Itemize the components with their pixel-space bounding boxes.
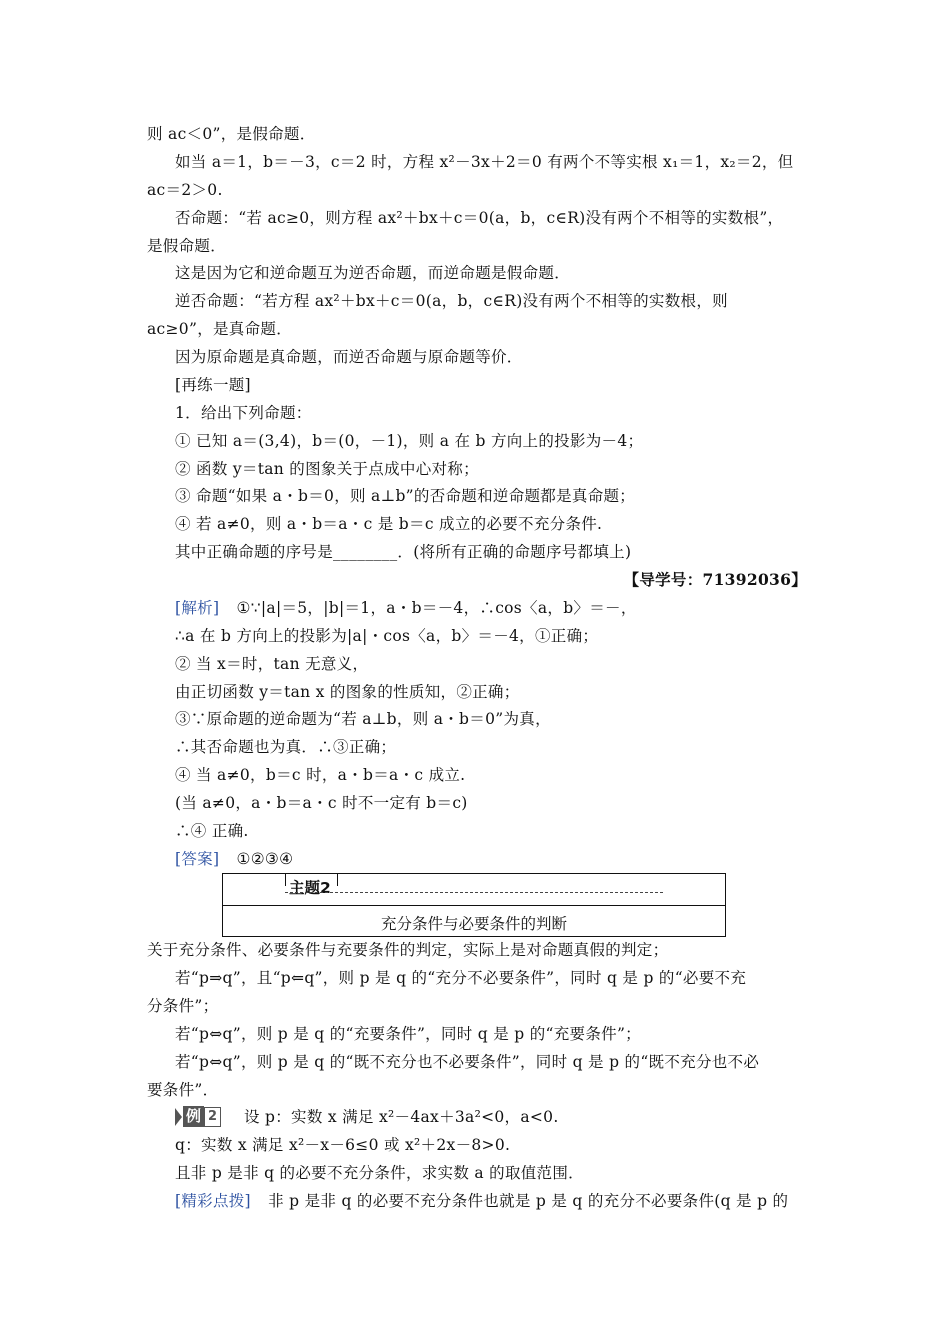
- topic-box: [222, 873, 726, 937]
- analysis-line: ③∵原命题的逆命题为“若 a⊥b，则 a・b＝0”为真，: [175, 710, 551, 728]
- text-line: 这是因为它和逆命题互为逆否命题，而逆命题是假命题．: [175, 264, 571, 282]
- answer-line: [175, 849, 293, 869]
- topic-divider: [223, 905, 725, 906]
- proposition-item: ① 已知 a＝(3,4)，b＝(0，－1)，则 a 在 b 方向上的投影为－4；: [175, 432, 644, 450]
- topic-subtitle: 充分条件与必要条件的判断: [380, 915, 567, 933]
- topic-dash-line: [285, 892, 663, 893]
- proposition-item: ② 函数 y＝tan 的图象关于点成中心对称；: [175, 460, 479, 478]
- analysis-line: ② 当 x＝时，tan 无意义，: [175, 655, 369, 673]
- analysis-line-1: [解析] ①∵|a|＝5，|b|＝1，a・b＝－4，∴cos〈a，b〉＝－，: [175, 599, 637, 617]
- topic-text-line: 关于充分条件、必要条件与充要条件的判定，实际上是对命题真假的判定；: [147, 941, 669, 959]
- analysis-line: 由正切函数 y＝tan x 的图象的性质知，②正确；: [175, 683, 520, 701]
- topic-text-line: 若“p⇔q”，则 p 是 q 的“既不充分也不必要条件”，同时 q 是 p 的“既不充分也不必: [175, 1053, 760, 1071]
- example-text: 设 p：实数 x 满足 x²－4ax＋3a²<0，a<0.: [244, 1108, 559, 1126]
- text-line: 逆否命题：“若方程 ax²＋bx＋c＝0(a，b，c∈R)没有两个不相等的实数根，则: [175, 292, 728, 310]
- section-heading: [再练一题]: [175, 376, 251, 394]
- analysis-label: [解析]: [175, 599, 220, 617]
- analysis-line: ∴其否命题也为真．∴③正确；: [175, 738, 397, 756]
- analysis-line: (当 a≠0，a・b＝a・c 时不一定有 b＝c): [175, 794, 468, 812]
- analysis-line: ∴a 在 b 方向上的投影为|a|・cos〈a，b〉＝－4，①正确；: [175, 627, 599, 645]
- arrow-icon: [175, 1108, 182, 1126]
- topic-text-line: 分条件”；: [147, 997, 219, 1015]
- example-word: 例: [183, 1106, 204, 1127]
- text-line: 是假命题．: [147, 237, 227, 255]
- topic-box-tick: [337, 874, 338, 886]
- example-number: 2: [204, 1107, 221, 1127]
- text-line: 如当 a＝1，b＝－3，c＝2 时，方程 x²－3x＋2＝0 有两个不等实根 x₁＝1，x₂＝2，但: [175, 153, 794, 171]
- hint-line: [175, 1191, 788, 1211]
- example-badge: [175, 1106, 221, 1127]
- hint-text: 非 p 是非 q 的必要不充分条件也就是 p 是 q 的充分不必要条件(q 是 p 的: [268, 1192, 789, 1210]
- guide-number: 【导学号：71392036】: [623, 570, 807, 589]
- answer-text: ①②③④: [236, 850, 294, 868]
- proposition-item: ④ 若 a≠0，则 a・b＝a・c 是 b＝c 成立的必要不充分条件.: [175, 515, 603, 533]
- topic-text-line: 若“p⇒q”，且“p⇐q”，则 p 是 q 的“充分不必要条件”，同时 q 是 p 的“必要不充: [175, 969, 747, 987]
- problem-intro: 1．给出下列命题：: [175, 404, 312, 422]
- question-line: 其中正确命题的序号是________．(将所有正确的命题序号都填上): [175, 543, 632, 561]
- example-line: q：实数 x 满足 x²－x－6≤0 或 x²＋2x－8>0.: [175, 1136, 511, 1154]
- text-line: ac＝2＞0.: [147, 181, 223, 199]
- hint-label: [精彩点拨]: [175, 1192, 251, 1210]
- proposition-item: ③ 命题“如果 a・b＝0，则 a⊥b”的否命题和逆命题都是真命题；: [175, 487, 636, 505]
- text-line: 因为原命题是真命题，而逆否命题与原命题等价．: [175, 348, 523, 366]
- analysis-line: ④ 当 a≠0，b＝c 时，a・b＝a・c 成立.: [175, 766, 466, 784]
- example-line: 且非 p 是非 q 的必要不充分条件，求实数 a 的取值范围．: [175, 1164, 584, 1182]
- topic-text-line: 要条件”．: [147, 1081, 219, 1099]
- text-line: 则 ac＜0”，是假命题．: [147, 125, 316, 143]
- analysis-line: ∴④ 正确.: [175, 822, 249, 840]
- text-line: ac≥0”，是真命题．: [147, 320, 292, 338]
- topic-title: 主题2: [289, 879, 331, 897]
- topic-text-line: 若“p⇔q”，则 p 是 q 的“充要条件”，同时 q 是 p 的“充要条件”；: [175, 1025, 641, 1043]
- text-line: 否命题：“若 ac≥0，则方程 ax²＋bx＋c＝0(a，b，c∈R)没有两个不相等的实数根”，: [175, 209, 784, 227]
- answer-label: [答案]: [175, 850, 220, 868]
- topic-box-tick: [285, 874, 286, 886]
